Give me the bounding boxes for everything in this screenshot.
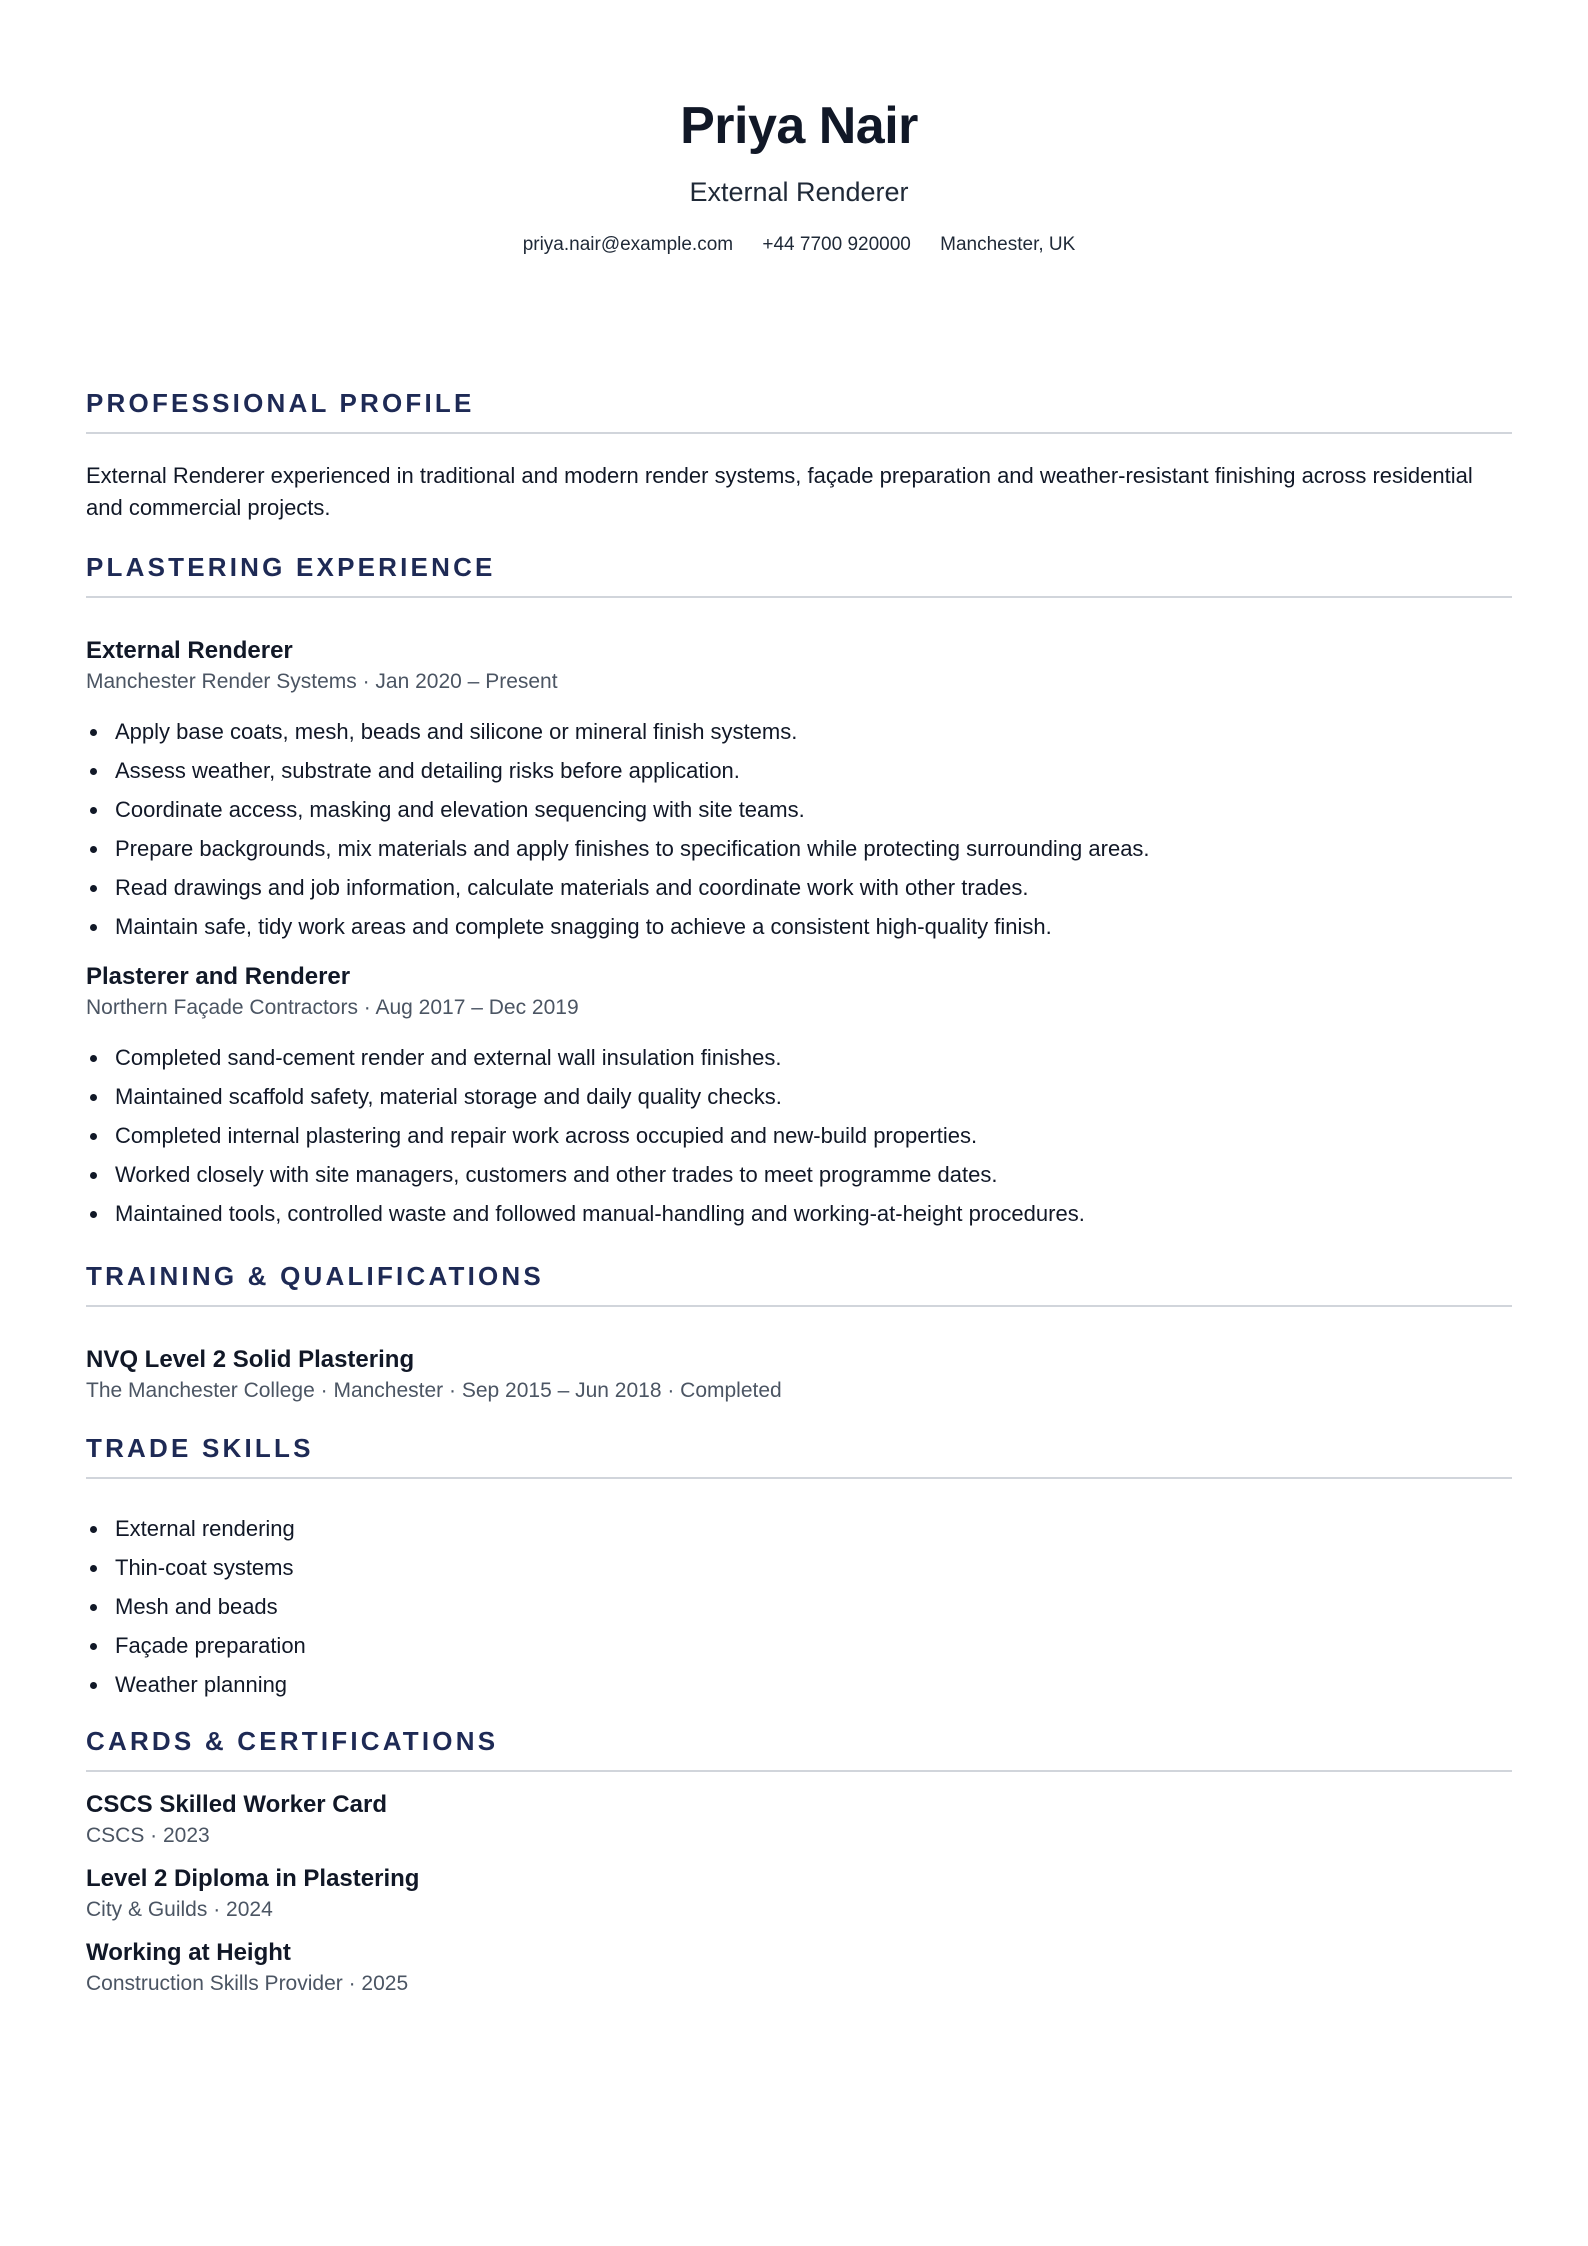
contact-phone[interactable]: +44 7700 920000	[762, 234, 911, 255]
resume-page	[86, 0, 1512, 2012]
job-meta: Northern Façade Contractors · Aug 2017 – Dec 2019	[86, 996, 579, 1019]
job-entry	[86, 962, 1512, 1233]
list-item: Prepare backgrounds, mix materials and apply finishes to specification while protecting surrounding areas.	[86, 829, 1512, 868]
section-divider	[86, 596, 1512, 598]
section-title-certifications: CARDS & CERTIFICATIONS	[86, 1726, 499, 1756]
contact-email[interactable]: priya.nair@example.com	[522, 234, 734, 255]
skills-list	[86, 1509, 1512, 1704]
certification-meta: CSCS · 2023	[86, 1824, 210, 1847]
candidate-name: Priya Nair	[680, 97, 918, 155]
section-experience	[86, 550, 1512, 1233]
certification-title: CSCS Skilled Worker Card	[86, 1791, 387, 1818]
qualification-entry	[86, 1345, 1512, 1405]
section-divider	[86, 1305, 1512, 1307]
contact-line	[86, 232, 1512, 258]
job-duties-list	[86, 712, 1512, 946]
section-certifications	[86, 1724, 1512, 1998]
list-item: Mesh and beads	[86, 1587, 1512, 1626]
job-title: Plasterer and Renderer	[86, 963, 351, 990]
qualification-title: NVQ Level 2 Solid Plastering	[86, 1346, 415, 1373]
job-entry	[86, 636, 1512, 946]
list-item: External rendering	[86, 1509, 1512, 1548]
section-training	[86, 1259, 1512, 1405]
certification-title: Working at Height	[86, 1939, 291, 1966]
certifications-list	[86, 1790, 1512, 1998]
certification-meta: City & Guilds · 2024	[86, 1898, 273, 1921]
list-item: Completed internal plastering and repair work across occupied and new-build properties.	[86, 1116, 1512, 1155]
qualification-meta: The Manchester College · Manchester · Sep 2015 – Jun 2018 · Completed	[86, 1379, 782, 1402]
job-duties-list	[86, 1038, 1512, 1233]
profile-summary: External Renderer experienced in traditional and modern render systems, façade preparation and weather-resistant finishing across residential and commercial projects.	[86, 463, 1473, 520]
list-item: Read drawings and job information, calculate materials and coordinate work with other trades.	[86, 868, 1512, 907]
section-profile	[86, 386, 1512, 524]
list-item: Façade preparation	[86, 1626, 1512, 1665]
certification-title: Level 2 Diploma in Plastering	[86, 1865, 420, 1892]
candidate-role: External Renderer	[689, 177, 909, 207]
certification-entry	[86, 1864, 1512, 1924]
list-item: Worked closely with site managers, customers and other trades to meet programme dates.	[86, 1155, 1512, 1194]
job-title: External Renderer	[86, 637, 293, 664]
list-item: Maintain safe, tidy work areas and complete snagging to achieve a consistent high-quality finish.	[86, 907, 1512, 946]
list-item: Assess weather, substrate and detailing risks before application.	[86, 751, 1512, 790]
section-title-experience: PLASTERING EXPERIENCE	[86, 552, 496, 582]
resume-header	[86, 0, 1512, 258]
section-skills	[86, 1431, 1512, 1704]
section-divider	[86, 1770, 1512, 1772]
list-item: Weather planning	[86, 1665, 1512, 1704]
list-item: Maintained scaffold safety, material storage and daily quality checks.	[86, 1077, 1512, 1116]
section-title-skills: TRADE SKILLS	[86, 1433, 314, 1463]
section-divider	[86, 432, 1512, 434]
list-item: Thin-coat systems	[86, 1548, 1512, 1587]
contact-location: Manchester, UK	[940, 234, 1076, 255]
list-item: Maintained tools, controlled waste and followed manual-handling and working-at-height procedures.	[86, 1194, 1512, 1233]
certification-meta: Construction Skills Provider · 2025	[86, 1972, 409, 1995]
list-item: Coordinate access, masking and elevation sequencing with site teams.	[86, 790, 1512, 829]
certification-entry	[86, 1938, 1512, 1998]
list-item: Completed sand-cement render and external wall insulation finishes.	[86, 1038, 1512, 1077]
job-meta: Manchester Render Systems · Jan 2020 – Present	[86, 670, 558, 693]
certification-entry	[86, 1790, 1512, 1850]
list-item: Apply base coats, mesh, beads and silicone or mineral finish systems.	[86, 712, 1512, 751]
section-title-profile: PROFESSIONAL PROFILE	[86, 388, 475, 418]
section-divider	[86, 1477, 1512, 1479]
section-title-training: TRAINING & QUALIFICATIONS	[86, 1261, 544, 1291]
